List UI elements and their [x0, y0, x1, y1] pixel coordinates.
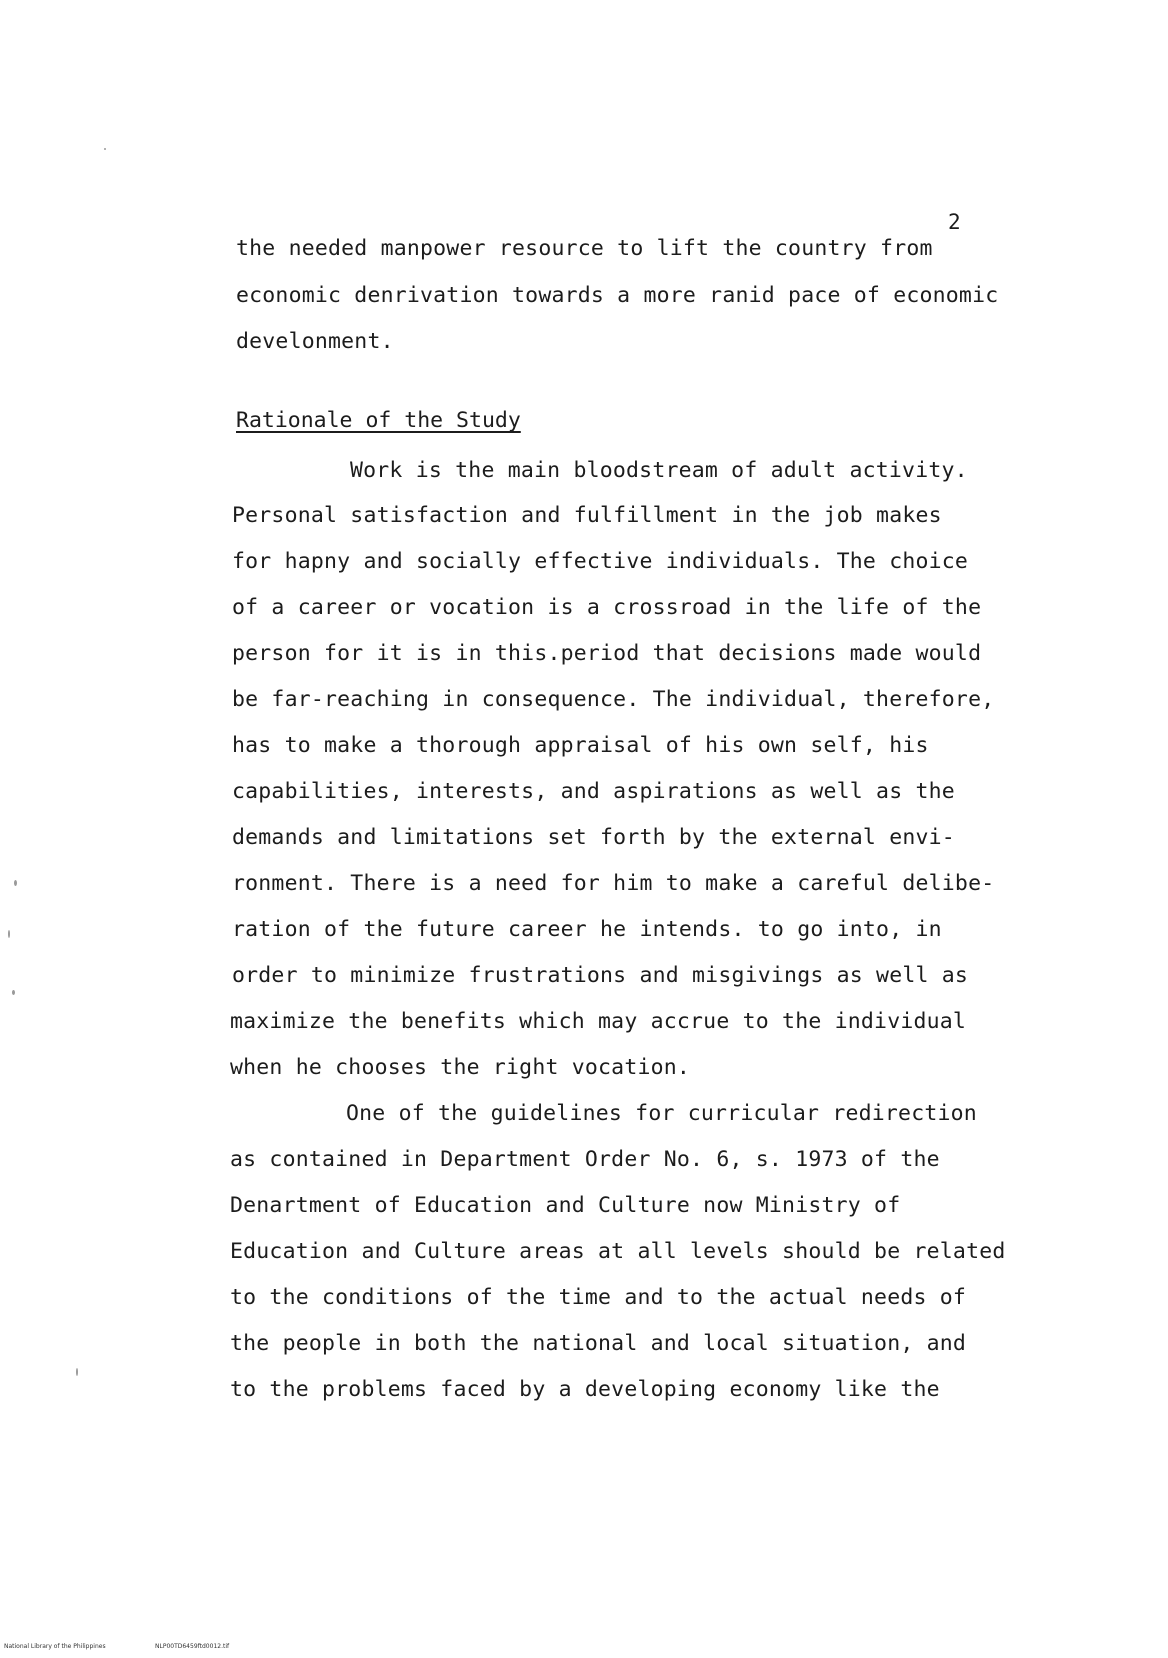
section-heading: Rationale of the Study: [236, 408, 521, 433]
text-line: to the conditions of the time and to the actual needs of: [230, 1285, 967, 1310]
text-line: to the problems faced by a developing economy like the: [230, 1377, 940, 1402]
text-line: One of the guidelines for curricular redirection: [346, 1101, 977, 1126]
scan-speck: [8, 930, 10, 938]
text-line: demands and limitations set forth by the external envi-: [232, 825, 955, 850]
text-line: of a career or vocation is a crossroad in the life of the: [232, 595, 982, 620]
text-line: order to minimize frustrations and misgivings as well as: [232, 963, 969, 988]
scan-speck: [14, 880, 17, 886]
text-line: Denartment of Education and Culture now Ministry of: [230, 1193, 901, 1218]
text-line: has to make a thorough appraisal of his own self, his: [232, 733, 929, 758]
text-line: person for it is in this.period that decisions made would: [232, 641, 982, 666]
page-number: 2: [948, 210, 961, 234]
text-line: ronment. There is a need for him to make a careful delibe-: [232, 871, 995, 896]
text-line: the needed manpower resource to lift the country from: [236, 236, 933, 261]
scan-speck: [12, 990, 15, 995]
footer-library: National Library of the Philippines: [4, 1643, 106, 1650]
text-line: ration of the future career he intends. to go into, in: [232, 917, 942, 942]
text-line: develonment.: [236, 329, 394, 354]
text-line: Education and Culture areas at all levels should be related: [230, 1239, 1006, 1264]
text-line: the people in both the national and local situation, and: [230, 1331, 967, 1356]
text-line: Work is the main bloodstream of adult activity.: [350, 458, 968, 483]
text-line: for hapny and socially effective individuals. The choice: [232, 549, 969, 574]
text-line: as contained in Department Order No. 6, s. 1973 of the: [230, 1147, 940, 1172]
text-line: capabilities, interests, and aspirations as well as the: [232, 779, 955, 804]
text-line: when he chooses the right vocation.: [230, 1055, 691, 1080]
text-line: maximize the benefits which may accrue to the individual: [230, 1009, 967, 1034]
text-line: Personal satisfaction and fulfillment in the job makes: [232, 503, 942, 528]
footer-file: NLP00TD6459ftd0012.tif: [155, 1643, 230, 1650]
scan-speck: [104, 148, 106, 150]
text-line: be far-reaching in consequence. The individual, therefore,: [232, 687, 995, 712]
text-line: economic denrivation towards a more ranid pace of economic: [236, 283, 999, 308]
scan-speck: [76, 1368, 78, 1376]
